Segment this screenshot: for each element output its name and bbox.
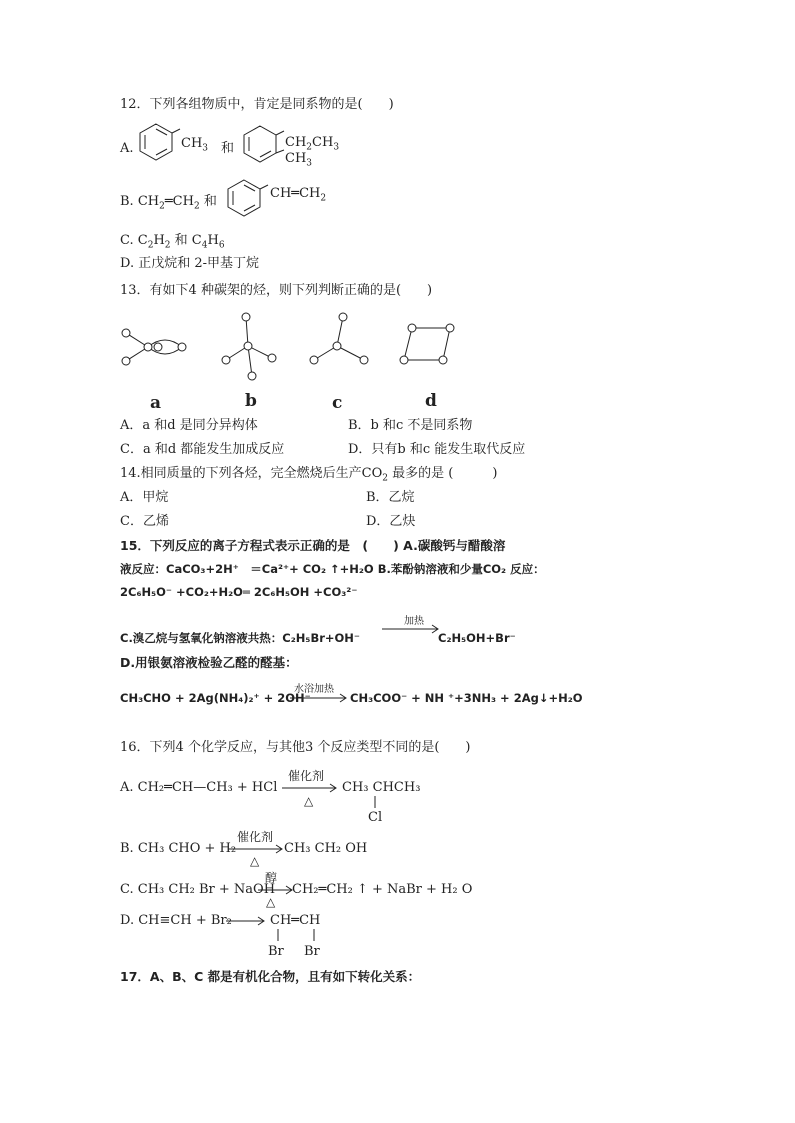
q16-a-chlorine: Cl [368, 810, 383, 825]
q16-a-right: CH₃ CHCH₃ [342, 780, 421, 795]
q12-option-d: D. 正戊烷和 2-甲基丁烷 [120, 256, 260, 271]
q12-a-and: 和 [221, 141, 235, 156]
q14-option-b: B．乙烷 [366, 490, 415, 505]
carbon-skeleton-d [396, 322, 466, 372]
q14-option-c: C．乙烯 [120, 514, 169, 529]
q12-option-a-label: A. [120, 141, 134, 156]
q12-a-methyl2: $CH_3$ [285, 151, 313, 169]
q16-b-heat: △ [250, 854, 260, 868]
q12-stem: 12．下列各组物质中，肯定是同系物的是( ) [120, 97, 394, 112]
q13-option-b: B．b 和c 不是同系物 [348, 418, 473, 433]
skeleton-label-c: c [332, 393, 343, 413]
q13-option-a: A．a 和d 是同分异构体 [120, 418, 258, 433]
q16-d-bromine-2: Br [304, 944, 320, 959]
skeleton-label-a: a [150, 393, 162, 413]
q16-d-bromine-1: Br [268, 944, 284, 959]
carbon-skeleton-a [120, 325, 190, 375]
q16-d-right: CH═CH [270, 913, 321, 928]
q16-a-catalyst: 催化剂 [288, 769, 325, 783]
q12-a-methyl: $CH_3$ [181, 136, 209, 154]
q16-c-solvent: 醇 [265, 871, 278, 885]
q16-b-left: B. CH₃ CHO + H₂ [120, 841, 237, 856]
q12-option-b: B. $CH_2═CH_2$ 和 [120, 194, 217, 212]
q16-c-right: CH₂═CH₂ ↑ + NaBr + H₂ O [292, 882, 473, 897]
q16-b-catalyst: 催化剂 [237, 830, 274, 844]
q15-c-arrow [382, 624, 442, 634]
q16-a-left: A. CH₂═CH—CH₃ + HCl [120, 780, 278, 795]
q13-option-c: C．a 和d 都能发生加成反应 [120, 442, 285, 457]
q15-c-condition: 加热 [404, 616, 424, 627]
q16-a-arrow [282, 783, 342, 793]
q16-d-left: D. CH≡CH + Br₂ [120, 913, 232, 928]
q13-stem: 13．有如下4 种碳架的烃，则下列判断正确的是( ) [120, 283, 433, 298]
q13-option-d: D．只有b 和c 能发生取代反应 [348, 442, 526, 457]
q12-a-ethyl: $CH_2CH_3$ [285, 135, 340, 153]
q15-d-left: CH₃CHO + 2Ag(NH₄)₂⁺ + 2OH⁻ [120, 691, 311, 705]
skeleton-label-d: d [425, 391, 437, 411]
q16-d-bonds [272, 929, 332, 945]
skeleton-label-b: b [245, 391, 257, 411]
q16-a-bond [374, 796, 378, 810]
q15-d-arrow [290, 693, 350, 703]
q12-b-vinyl: $CH═CH_2$ [270, 186, 327, 204]
q15-c-left: C.溴乙烷与氢氧化钠溶液共热：C₂H₅Br+OH⁻ [120, 631, 360, 645]
q15-line2: 液反应：CaCO₃+2H⁺ ＝Ca²⁺+ CO₂ ↑+H₂O B.苯酚钠溶液和少量CO₂ 反应： [120, 562, 545, 576]
q12-option-c: C. $C_2H_2$ 和 $C_4H_6$ [120, 233, 225, 251]
q14-stem: 14.相同质量的下列各烃，完全燃烧后生产$CO_2$ 最多的是 ( ) [120, 466, 498, 484]
q14-option-a: A．甲烷 [120, 490, 169, 505]
carbon-skeleton-b [218, 312, 288, 382]
q15-line3: 2C₆H₅O⁻ +CO₂+H₂O═ 2C₆H₅OH +CO₃²⁻ [120, 585, 358, 599]
q15-line1: 15．下列反应的离子方程式表示正确的是 ( ) A.碳酸钙与醋酸溶 [120, 538, 506, 553]
q15-d-right: CH₃COO⁻ + NH ⁺+3NH₃ + 2Ag↓+H₂O [350, 691, 583, 705]
styrene-structure [224, 176, 304, 236]
q16-a-heat: △ [304, 794, 314, 808]
q17-stem: 17．A、B、C 都是有机化合物，且有如下转化关系： [120, 969, 421, 984]
q15-d-stem: D.用银氨溶液检验乙醛的醛基： [120, 655, 298, 670]
q16-c-left: C. CH₃ CH₂ Br + NaOH [120, 882, 276, 897]
q16-d-arrow [226, 916, 276, 926]
q16-b-right: CH₃ CH₂ OH [284, 841, 368, 856]
q15-d-condition: 水浴加热 [294, 684, 334, 695]
q14-option-d: D．乙炔 [366, 514, 416, 529]
q16-c-heat: △ [266, 895, 276, 909]
q16-stem: 16．下列4 个化学反应，与其他3 个反应类型不同的是( ) [120, 740, 471, 755]
q15-c-right: C₂H₅OH+Br⁻ [438, 631, 516, 645]
carbon-skeleton-c [306, 312, 376, 372]
